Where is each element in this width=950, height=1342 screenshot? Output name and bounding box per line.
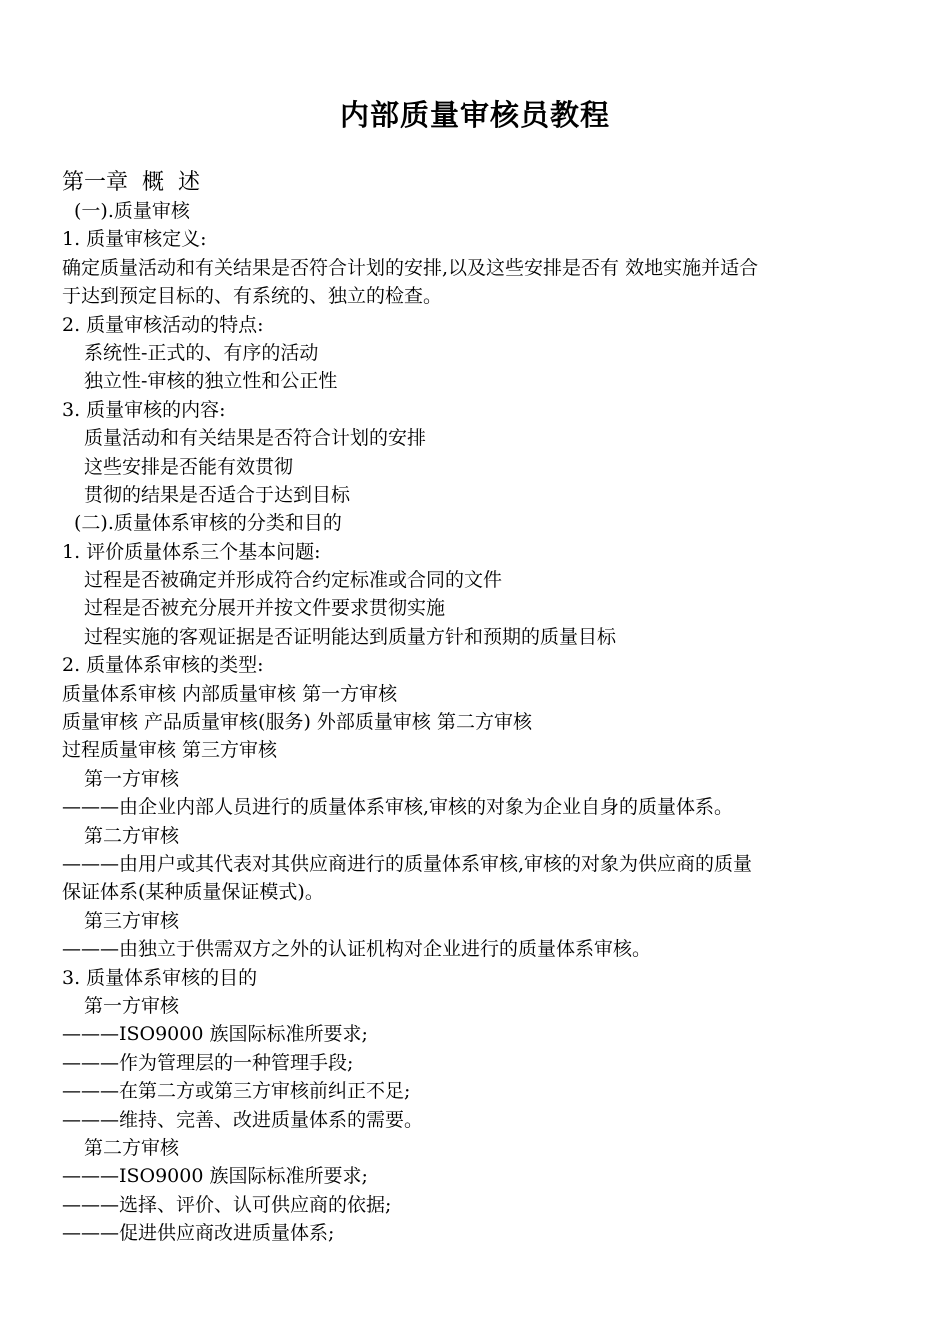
text-line: ———由独立于供需双方之外的认证机构对企业进行的质量体系审核。 bbox=[62, 938, 652, 961]
text-line: 第二方审核 bbox=[84, 1136, 180, 1159]
text-line: 贯彻的结果是否适合于达到目标 bbox=[84, 483, 351, 506]
text-line: 质量活动和有关结果是否符合计划的安排 bbox=[84, 427, 427, 450]
text-line: 确定质量活动和有关结果是否符合计划的安排,以及这些安排是否有 效地实施并适合 bbox=[62, 256, 759, 279]
text-line: ———ISO9000 族国际标准所要求; bbox=[62, 1165, 368, 1188]
text-line: ———由用户或其代表对其供应商进行的质量体系审核,审核的对象为供应商的质量 bbox=[62, 852, 753, 875]
text-line: 这些安排是否能有效贯彻 bbox=[84, 455, 294, 478]
text-line: 过程实施的客观证据是否证明能达到质量方针和预期的质量目标 bbox=[84, 625, 617, 648]
text-line: 第一方审核 bbox=[84, 994, 180, 1017]
text-line: 过程是否被充分展开并按文件要求贯彻实施 bbox=[84, 597, 446, 620]
text-line: 第二方审核 bbox=[84, 824, 180, 847]
text-line: ———在第二方或第三方审核前纠正不足; bbox=[62, 1080, 411, 1103]
text-line: (二).质量体系审核的分类和目的 bbox=[74, 512, 342, 535]
text-line: ———由企业内部人员进行的质量体系审核,审核的对象为企业自身的质量体系。 bbox=[62, 796, 734, 819]
text-line: ———维持、完善、改进质量体系的需要。 bbox=[62, 1108, 424, 1131]
text-line: (一).质量审核 bbox=[74, 200, 190, 222]
document-body bbox=[62, 197, 892, 1247]
text-line: 过程是否被确定并形成符合约定标准或合同的文件 bbox=[84, 569, 503, 592]
text-line: 1. 质量审核定义: bbox=[62, 228, 207, 251]
text-line: ———选择、评价、认可供应商的依据; bbox=[62, 1193, 392, 1216]
text-line: 质量审核 产品质量审核(服务) 外部质量审核 第二方审核 bbox=[62, 711, 532, 734]
text-line: 2. 质量审核活动的特点: bbox=[62, 313, 264, 336]
text-line: 过程质量审核 第三方审核 bbox=[62, 739, 278, 762]
text-line: ———促进供应商改进质量体系; bbox=[62, 1222, 335, 1245]
text-line: 于达到预定目标的、有系统的、独立的检查。 bbox=[62, 285, 443, 308]
text-line: 3. 质量审核的内容: bbox=[62, 398, 226, 421]
text-line: 2. 质量体系审核的类型: bbox=[62, 654, 264, 677]
text-line: ———作为管理层的一种管理手段; bbox=[62, 1051, 354, 1074]
document-title: 内部质量审核员教程 bbox=[339, 98, 610, 132]
text-line: 第一方审核 bbox=[84, 767, 180, 790]
text-line: 质量体系审核 内部质量审核 第一方审核 bbox=[62, 682, 398, 705]
text-line: 保证体系(某种质量保证模式)。 bbox=[62, 881, 324, 904]
chapter-heading: 第一章 概 述 bbox=[62, 170, 200, 195]
text-line: 3. 质量体系审核的目的 bbox=[62, 966, 258, 989]
text-line: ———ISO9000 族国际标准所要求; bbox=[62, 1023, 368, 1046]
text-line: 第三方审核 bbox=[84, 909, 180, 932]
text-line: 独立性-审核的独立性和公正性 bbox=[84, 370, 338, 393]
text-line: 系统性-正式的、有序的活动 bbox=[84, 341, 319, 364]
text-line: 1. 评价质量体系三个基本问题: bbox=[62, 540, 321, 563]
